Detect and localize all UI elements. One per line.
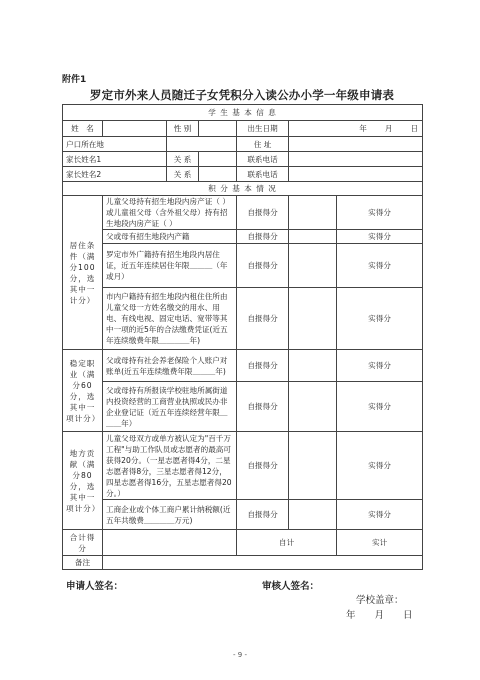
self-score-field[interactable] [289, 196, 337, 230]
self-score-label: 自报得分 [237, 382, 289, 432]
hukou-field[interactable] [167, 137, 237, 152]
parent2-label: 家长姓名2 [63, 167, 167, 182]
actual-score-label: 实得分 [337, 196, 423, 230]
applicant-signature-label: 申请人签名： [66, 581, 124, 592]
total-score-label: 合计得分 [63, 530, 103, 556]
residence-item-4: 市内户籍持有招生地段内租住住所由儿童父母一方姓名缴交的用水、用电、有线电视、固定电话、宽带等其中一项的近5年的合法缴费凭证(近五年连续缴费年限＿＿＿＿年) [103, 288, 237, 350]
self-score-label: 自报得分 [237, 196, 289, 230]
parent2-phone-field[interactable] [289, 167, 423, 182]
parent2-phone-label: 联系电话 [237, 167, 289, 182]
parent1-phone-label: 联系电话 [237, 152, 289, 167]
attachment-label: 附件1 [62, 75, 87, 85]
parent1-label: 家长姓名1 [63, 152, 167, 167]
self-score-field[interactable] [289, 244, 337, 288]
self-score-field[interactable] [289, 230, 337, 244]
section-student-info: 学 生 基 本 信 息 [63, 105, 423, 121]
signature-date: 年 月 日 [346, 610, 413, 621]
self-score-field[interactable] [289, 500, 337, 530]
self-score-field[interactable] [289, 350, 337, 382]
actual-score-label: 实得分 [337, 230, 423, 244]
page-number: - 9 - [233, 651, 247, 659]
self-score-label: 自报得分 [237, 244, 289, 288]
month-text: 月 [384, 124, 393, 133]
self-score-label: 自报得分 [237, 350, 289, 382]
actual-score-label: 实得分 [337, 288, 423, 350]
actual-score-label: 实得分 [337, 244, 423, 288]
birth-date-label: 出生日期 [237, 121, 289, 137]
actual-score-label: 实得分 [337, 350, 423, 382]
residence-category: 居住条件（满分100分，选其中一计分） [63, 196, 103, 350]
gender-label: 性 别 [167, 121, 199, 137]
address-field[interactable] [289, 137, 423, 152]
residence-item-3: 罗定市外广籍持有招生地段内居住证，近五年连续居住年限＿＿＿（年或月） [103, 244, 237, 288]
actual-score-label: 实得分 [337, 432, 423, 500]
self-score-label: 自报得分 [237, 500, 289, 530]
actual-score-label: 实得分 [337, 382, 423, 432]
parent1-phone-field[interactable] [289, 152, 423, 167]
self-score-label: 自报得分 [237, 288, 289, 350]
gender-field[interactable] [199, 121, 237, 137]
remarks-field[interactable] [103, 556, 423, 570]
address-label: 住 址 [237, 137, 289, 152]
contribution-item-1: 儿童父母双方或单方被认定为"百千万工程"与助工作队员或志愿者的最高可获得20分。（一星志愿者得4分，二星志愿者得8分，三星志愿者得12分，四星志愿者得16分，五星志愿者得20分。） [103, 432, 237, 500]
self-score-field[interactable] [289, 288, 337, 350]
birth-date-field[interactable] [289, 121, 423, 137]
parent1-relation-label: 关 系 [167, 152, 199, 167]
subtotal-label: 自计 [237, 530, 337, 556]
school-seal-label: 学校盖章： [356, 595, 404, 606]
application-form-table [62, 104, 423, 570]
self-score-field[interactable] [289, 432, 337, 500]
total-blank [103, 530, 237, 556]
year-text: 年 [359, 124, 367, 133]
self-score-field[interactable] [289, 382, 337, 432]
reviewer-signature-label: 审核人签名： [262, 581, 320, 592]
parent2-relation-label: 关 系 [167, 167, 199, 182]
remarks-label: 备注 [63, 556, 103, 570]
actual-total-label: 实计 [337, 530, 423, 556]
contribution-item-2: 工商企业或个体工商户累计纳税额(近五年共缴费＿＿＿＿万元) [103, 500, 237, 530]
employment-category: 稳定职业（满分60分，选其中一项计分） [63, 350, 103, 432]
residence-item-1: 儿童父母持有招生地段内房产证（ ）或儿童祖父母（含外祖父母）持有招生地段内房产证（ ） [103, 196, 237, 230]
employment-item-1: 父或母持有社会养老保险个人账户对账单(近五年连续缴费年限＿＿＿年) [103, 350, 237, 382]
residence-item-2: 父或母有招生地段内产籍 [103, 230, 237, 244]
self-score-label: 自报得分 [237, 432, 289, 500]
parent1-relation-field[interactable] [199, 152, 237, 167]
day-text: 日 [410, 124, 419, 133]
name-label: 姓 名 [63, 121, 103, 137]
section-score-info: 积 分 基 本 情 况 [63, 182, 423, 196]
name-field[interactable] [103, 121, 167, 137]
parent2-relation-field[interactable] [199, 167, 237, 182]
actual-score-label: 实得分 [337, 500, 423, 530]
employment-item-2: 父或母持有所报读学校驻地所属街道内投资经营的工商营业执照或民办非企业登记证（近五年连续经营年限＿＿＿年） [103, 382, 237, 432]
self-score-label: 自报得分 [237, 230, 289, 244]
contribution-category: 地方贡献（满分80分，选其中一项计分） [63, 432, 103, 530]
hukou-label: 户口所在地 [63, 137, 167, 152]
form-title: 罗定市外来人员随迁子女凭积分入读公办小学一年级申请表 [89, 88, 395, 102]
